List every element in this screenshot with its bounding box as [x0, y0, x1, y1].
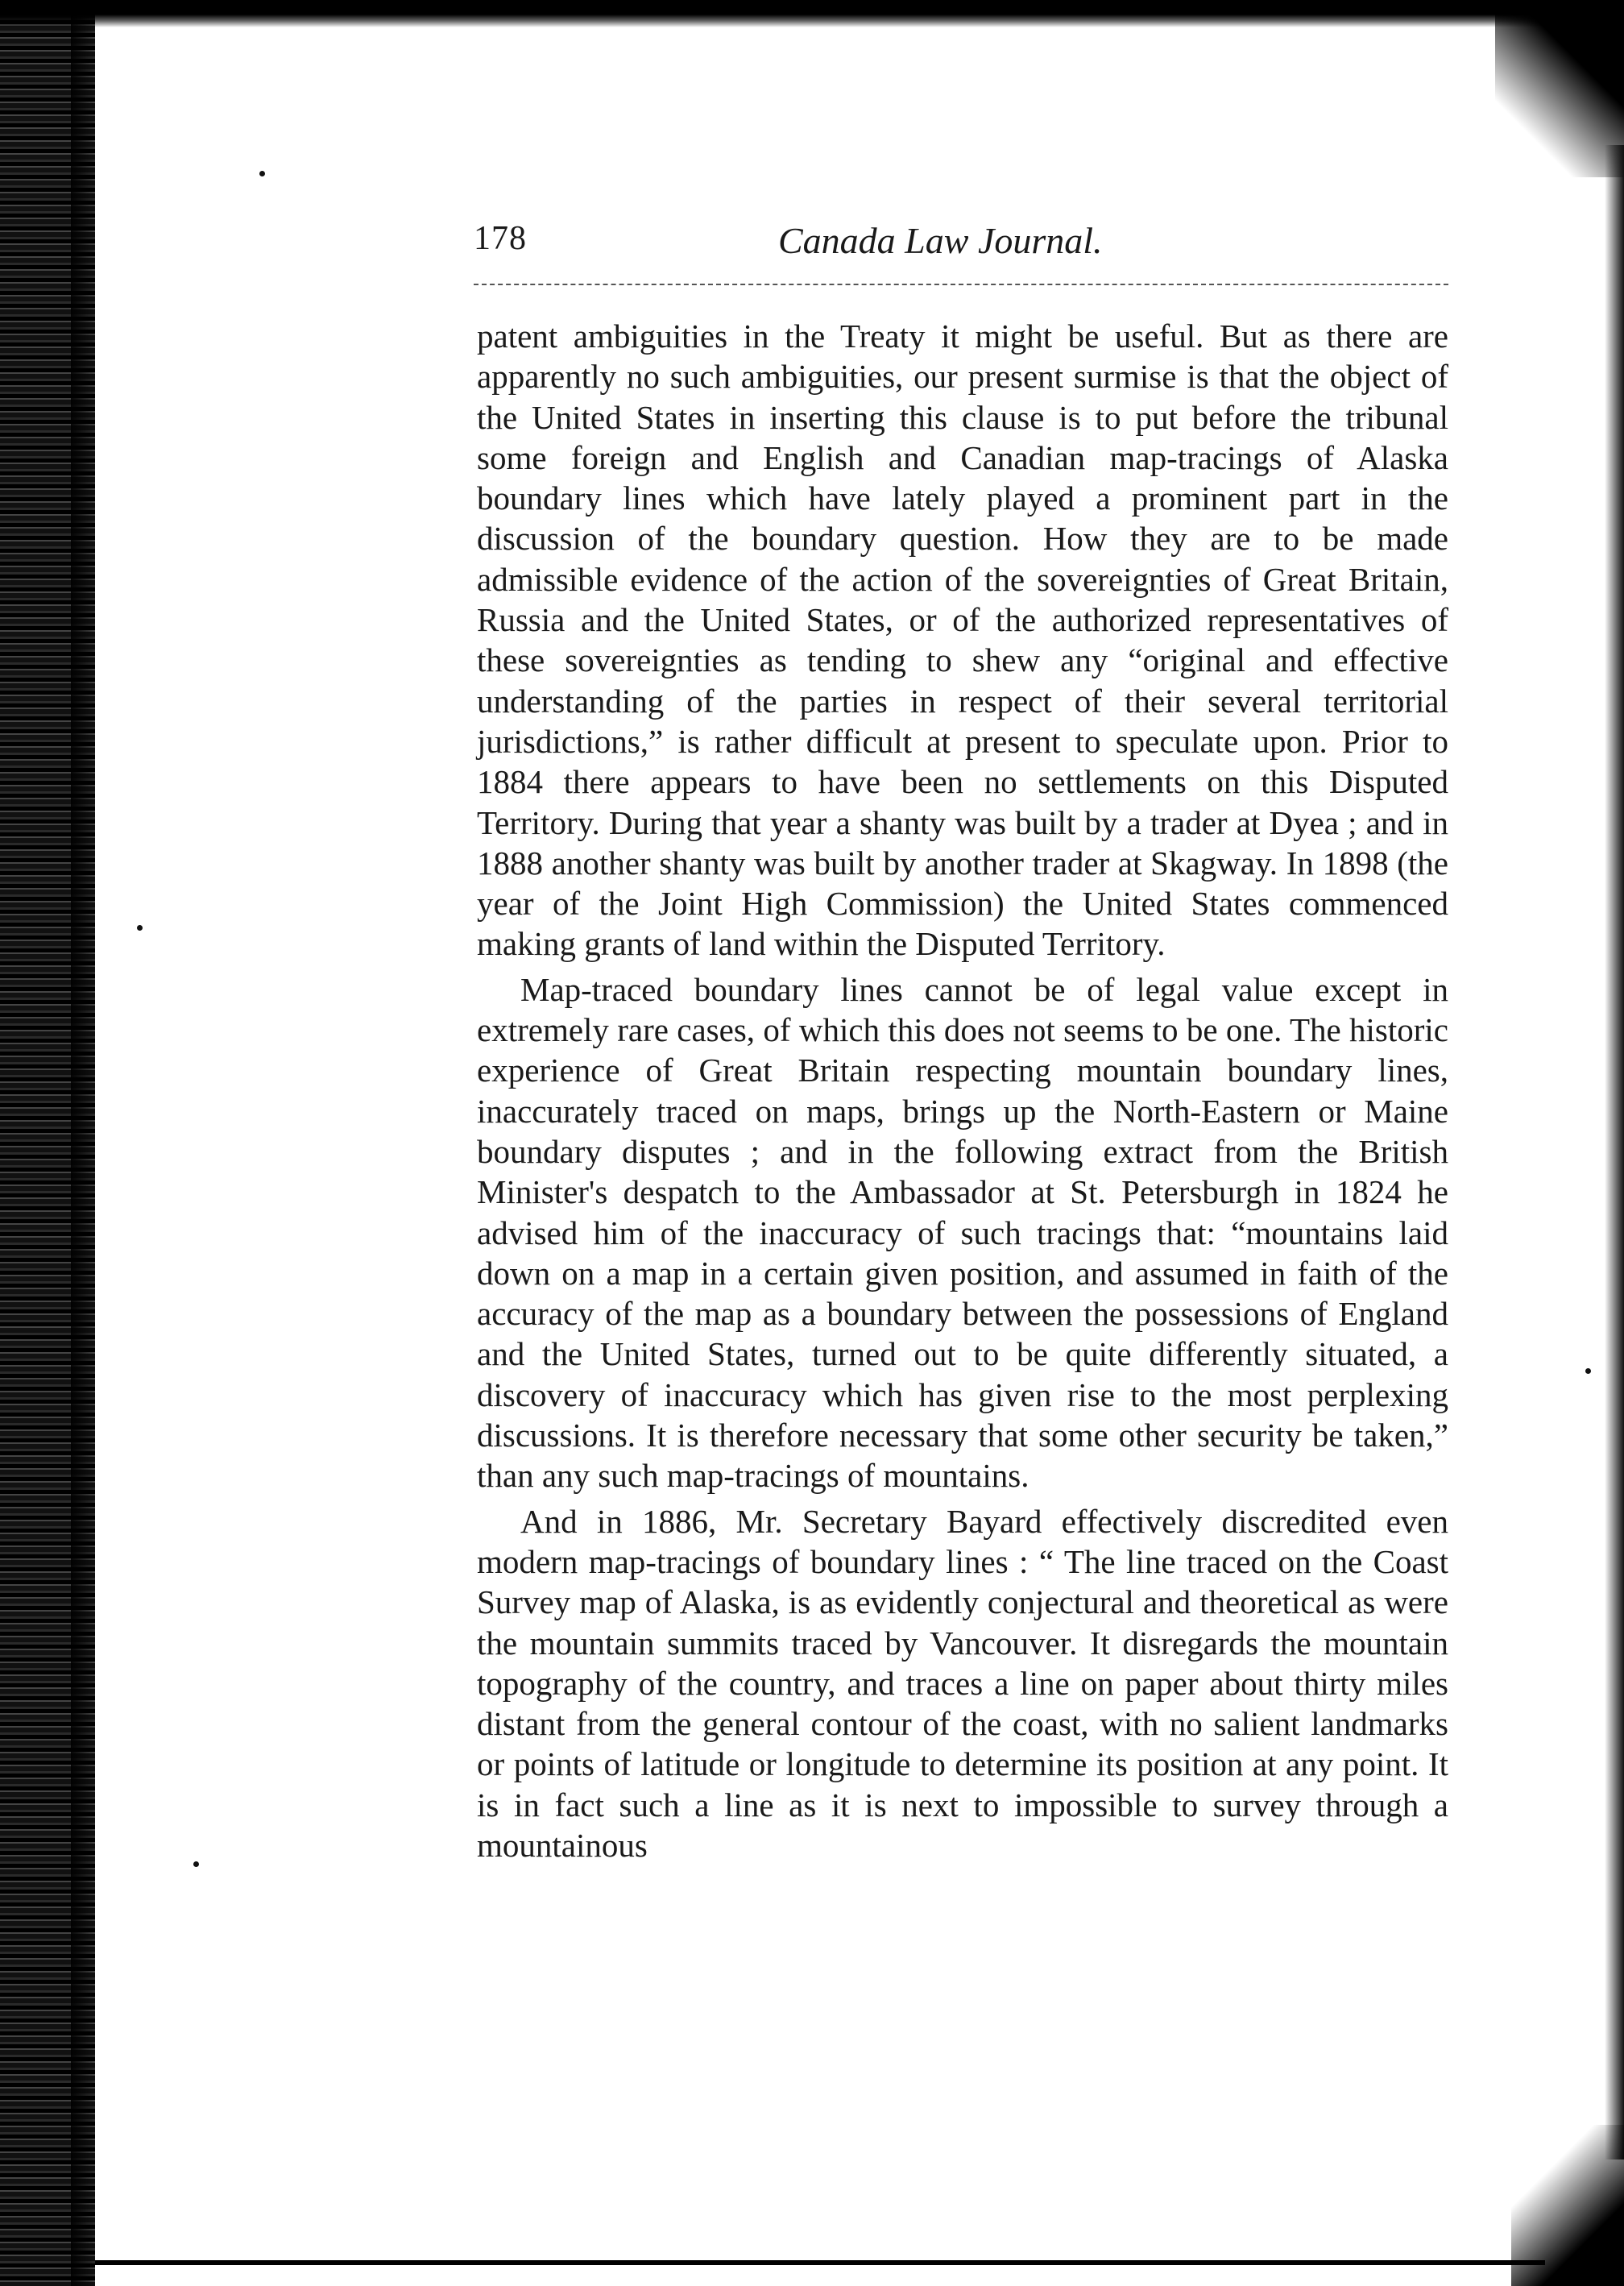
scan-speck — [137, 925, 143, 931]
scan-top-edge — [0, 0, 1624, 27]
page-body — [477, 316, 1448, 1865]
paragraph: And in 1886, Mr. Secretary Bayard effectively discredited even modern map-tracings of boundary lines : “ The line traced on the Coast Survey map of Alaska, is as evidently conjectural and theoretical as were the mountain summits traced by Vancouver. It disregards the mountain topography of the country, and traces a line on paper about thirty miles distant from the general contour of the coast, with no salient landmarks or points of latitude or longitude to determine its position at any point. It is in fact such a line as it is next to impossible to survey through a mountainous — [477, 1502, 1448, 1864]
running-head — [474, 219, 1440, 284]
scan-speck — [1585, 1368, 1591, 1374]
paragraph: Map-traced boundary lines cannot be of legal value except in extremely rare cases, of which this does not seems to be one. The historic experience of Great Britain respecting mountain boundary lines, inaccurately traced on maps, brings up the North-Eastern or Maine boundary disputes ; and in the following extract from the British Minister's despatch to the Ambassador at St. Petersburgh in 1824 he advised him of the inaccuracy of such tracings that: “mountains laid down on a map in a certain given position, and assumed in faith of the accuracy of the map as a boundary between the possessions of England and the United States, turned out to be quite differently situated, a discovery of inaccuracy which has given rise to the most perplexing discussions. It is therefore necessary that some other security be taken,” than any such map-tracings of mountains. — [477, 970, 1448, 1495]
scan-corner-bottom-right — [1511, 2125, 1624, 2286]
paragraph: patent ambiguities in the Treaty it might be useful. But as there are apparently no such ambiguities, our present surmise is that the object of the United States in inserting this clause is to put before the tribunal some foreign and English and Canadian map-tracings of Alaska boundary lines which have lately played a prominent part in the discussion of the boundary question. How they are to be made admissible evidence of the action of the sovereignties of Great Britain, Russia and the United States, or of the authorized representatives of these sovereignties as tending to shew any “original and effective understanding of the parties in respect of their several territorial jurisdictions,” is rather difficult at present to speculate upon. Prior to 1884 there appears to have been no settlements on this Disputed Territory. During that year a shanty was built by a trader at Dyea ; and in 1888 another shanty was built by another trader at Skagway. In 1898 (the year of the Joint High Commission) the United States commenced making grants of land within the Disputed Territory. — [477, 317, 1448, 963]
header-rule — [474, 284, 1448, 285]
scan-right-edge — [1605, 145, 1624, 2159]
journal-title: Canada Law Journal. — [778, 220, 1103, 261]
scan-left-edge — [0, 0, 95, 2286]
page-number: 178 — [474, 220, 527, 257]
scan-speck — [193, 1861, 199, 1867]
scan-speck — [259, 171, 265, 176]
scan-bottom-edge — [95, 2260, 1545, 2265]
